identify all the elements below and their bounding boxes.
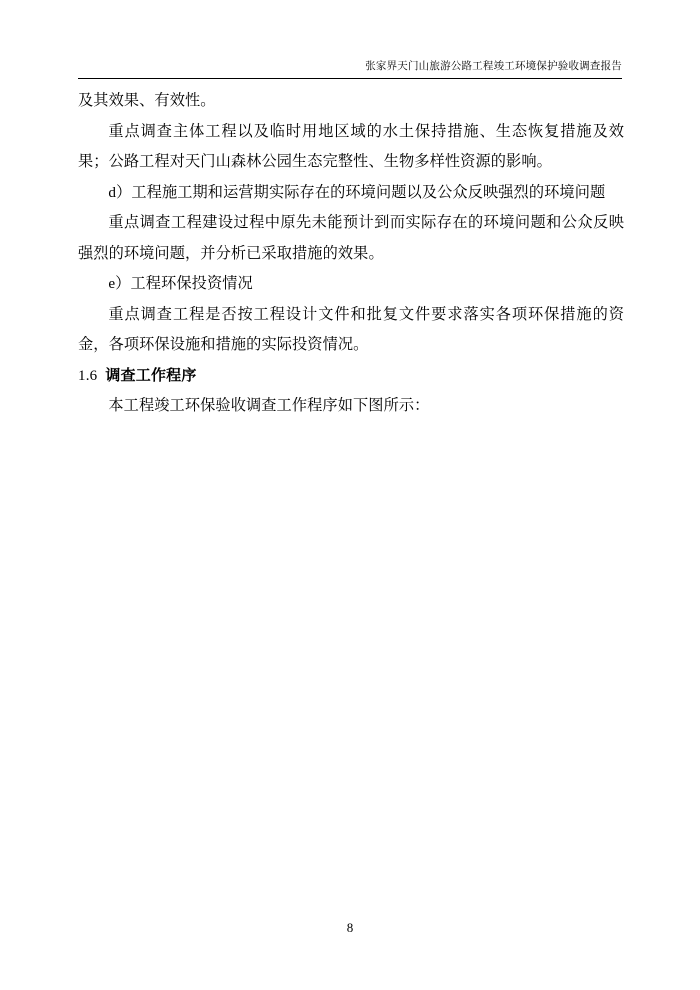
section-number: 1.6	[78, 367, 98, 384]
paragraph-survey-main-works: 重点调查主体工程以及临时用地区域的水土保持措施、生态恢复措施及效果；公路工程对天门山森林公园生态完整性、生物多样性资源的影响。	[78, 122, 624, 170]
page-number: 8	[346, 920, 354, 935]
section-title: 调查工作程序	[105, 366, 197, 384]
paragraph-environmental-issues: 重点调查工程建设过程中原先未能预计到而实际存在的环境问题和公众反映强烈的环境问题，并分析已采取措施的效果。	[78, 214, 624, 262]
paragraph-work-procedure: 本工程竣工环保验收调查工作程序如下图所示：	[108, 397, 430, 414]
figure-placeholder-area	[78, 422, 624, 922]
body-line-continuation: 及其效果、有效性。	[78, 92, 216, 109]
header-divider	[78, 78, 622, 79]
list-item-e: e）工程环保投资情况	[108, 275, 253, 292]
page-content	[78, 86, 624, 922]
paragraph-environmental-investment: 重点调查工程是否按工程设计文件和批复文件要求落实各项环保措施的资金，各项环保设施和措施的实际投资情况。	[78, 305, 624, 353]
page-header: 张家界天门山旅游公路工程竣工环境保护验收调查报告	[365, 61, 622, 72]
section-heading-1-6	[78, 361, 624, 392]
list-item-d: d）工程施工期和运营期实际存在的环境问题以及公众反映强烈的环境问题	[108, 183, 606, 201]
